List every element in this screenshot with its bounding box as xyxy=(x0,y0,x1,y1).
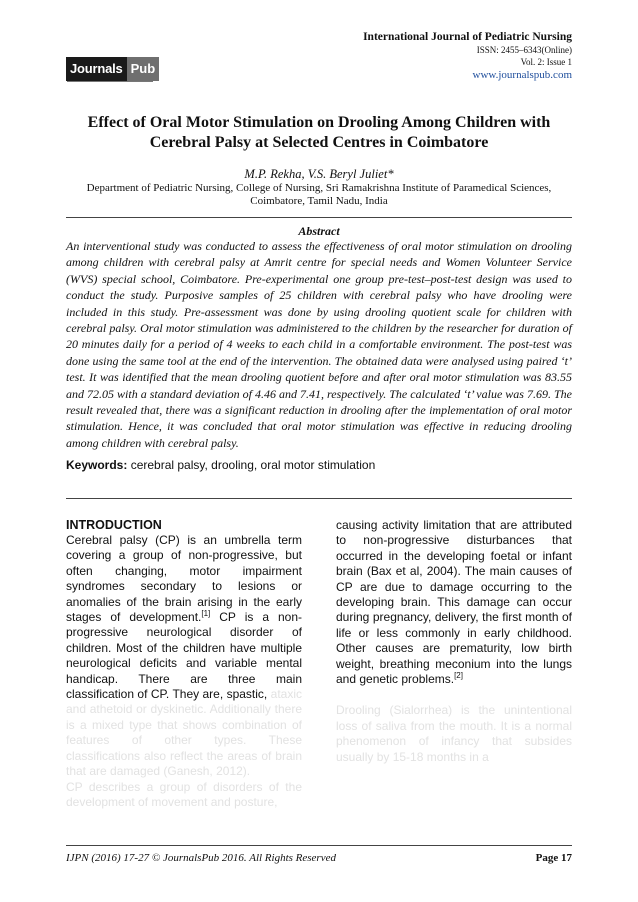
reference-1: [1] xyxy=(201,609,211,619)
intro-paragraph-col2 xyxy=(336,518,572,687)
intro-text-1b: CP is a non-progressive neurological disorder of children. Most of the children have multiple neurological deficits and variable mental handicap. There are three main classification of CP. They are, spastic, xyxy=(66,610,303,702)
abstract-divider xyxy=(66,498,572,499)
journal-issn: ISSN: 2455–6343(Online) xyxy=(476,45,572,55)
section-heading-introduction: INTRODUCTION xyxy=(66,518,162,532)
logo-word-journals: Journals xyxy=(70,61,123,76)
intro-text-faded: ataxic and athetoid or dyskinetic. Additionally there is a mixed type that shows combination of features of other types. These classifications also reflect the areas of brain that are damaged (Ganesh, 2012). xyxy=(66,687,303,779)
abstract-text: An interventional study was conducted to assess the effectiveness of oral motor stimulation on drooling among children with cerebral palsy at Amrit centre for special needs and Women Volunteer Service (WVS) special school, Coimbatore. Pre-experimental one group pre-test–post-test design was used to conduct the study. Purposive samples of 25 children with cerebral palsy who have drooling were included in this study. Pre-assessment was done by using drooling quotient scale for children with cerebral palsy. Oral motor stimulation was administered to the children by the researcher for duration of 20 minutes daily for a period of 4 weeks to each child in a comfortable environment. The post-test was done using the same tool at the end of the intervention. The obtained data were analysed using paired ‘t’ test. It was identified that the mean drooling quotient before and after oral motor stimulation was 83.55 and 72.05 with a standard deviation of 4.46 and 7.41, respectively. The calculated ‘t’ value was 7.69. The result revealed that, there was a significant reduction in drooling after the implementation of oral motor stimulation. Hence, it was concluded that oral motor stimulation was effective in reducing drooling among children with cerebral palsy. xyxy=(66,239,572,450)
journal-title: International Journal of Pediatric Nursing xyxy=(363,31,572,43)
logo-word-pub: Pub xyxy=(127,57,160,81)
body-column-left xyxy=(66,518,302,810)
journal-url-link[interactable]: www.journalspub.com xyxy=(472,69,572,81)
intro-text-1: Cerebral palsy (CP) is an umbrella term covering a group of non-progressive, but often changing, motor impairment syndromes secondary to lesions or anomalies of the brain arising in the early stages of development. xyxy=(66,533,302,625)
article-affiliation: Department of Pediatric Nursing, College of Nursing, Sri Ramakrishna Institute of Paramedical Sciences, Coimbatore, Tamil Nadu, India xyxy=(86,182,552,207)
reference-2: [2] xyxy=(454,671,463,681)
abstract-heading: Abstract xyxy=(298,224,340,238)
publisher-logo xyxy=(66,57,156,81)
footer-citation: IJPN (2016) 17-27 © JournalsPub 2016. All Rights Reserved xyxy=(66,852,336,864)
article-title: Effect of Oral Motor Stimulation on Drooling Among Children with Cerebral Palsy at Selected Centres in Coimbatore xyxy=(87,114,551,151)
footer-page-number: Page 17 xyxy=(535,852,572,864)
keywords-text: cerebral palsy, drooling, oral motor stimulation xyxy=(127,458,376,472)
footer-divider xyxy=(66,845,572,846)
journal-volume: Vol. 2: Issue 1 xyxy=(520,57,572,67)
intro-text-col2: causing activity limitation that are attributed to non-progressive disturbances that occurred in the developing foetal or infant brain (Bax et al, 2004). The main causes of CP are due to damage occurring to the developing brain. This damage can occur during pregnancy, delivery, the first month of life or less commonly in early childhood. Other causes are prematurity, low birth weight, breathing meconium into the lungs and genetic problems. xyxy=(336,518,572,687)
title-divider xyxy=(66,217,572,218)
intro-paragraph-2-faded: CP describes a group of disorders of the development of movement and posture, xyxy=(66,779,302,809)
intro-paragraph-1 xyxy=(66,533,302,780)
article-authors: M.P. Rekha, V.S. Beryl Juliet* xyxy=(244,167,394,181)
body-column-right xyxy=(336,518,572,765)
keywords-line xyxy=(66,458,572,472)
journal-header xyxy=(363,30,572,82)
keywords-label: Keywords: xyxy=(66,458,128,472)
intro-paragraph-col2-faded: Drooling (Sialorrhea) is the unintentional loss of saliva from the mouth. It is a normal phenomenon of infancy that subsides usually by 15-18 months in a xyxy=(336,703,572,764)
